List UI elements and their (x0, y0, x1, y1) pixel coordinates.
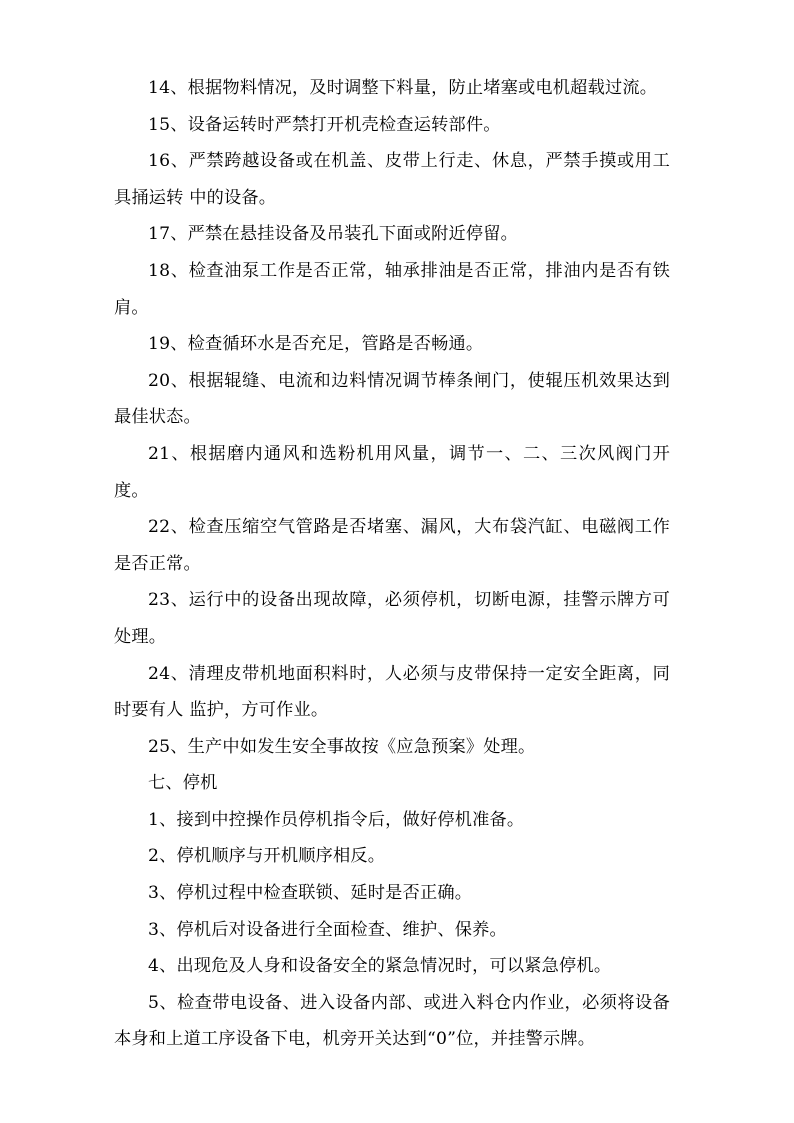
shutdown-item-2: 2、停机顺序与开机顺序相反。 (148, 846, 386, 867)
shutdown-item-4: 4、出现危及人身和设备安全的紧急情况时，可以紧急停机。 (148, 956, 612, 977)
paragraph-23: 23、运行中的设备出现故障，必须停机，切断电源，挂警示牌方可处理。 (114, 590, 670, 647)
shutdown-item-5: 5、检查带电设备、进入设备内部、或进入料仓内作业，必须将设备本身和上道工序设备下电，机旁开关达到“0”位，并挂警示牌。 (114, 992, 670, 1050)
shutdown-item-1: 1、接到中控操作员停机指令后，做好停机准备。 (148, 809, 525, 830)
paragraph-25: 25、生产中如发生安全事故按《应急预案》处理。 (148, 736, 536, 757)
shutdown-item-3a: 3、停机过程中检查联锁、延时是否正确。 (148, 883, 473, 904)
paragraph-20: 20、根据辊缝、电流和边料情况调节棒条闸门，使辊压机效果达到最佳状态。 (114, 370, 670, 428)
paragraph-18: 18、检查油泵工作是否正常，轴承排油是否正常，排油内是否有铁肩。 (114, 260, 670, 318)
paragraph-24: 24、清理皮带机地面积料时，人必须与皮带保持一定安全距离，同时要有人 监护，方可作业。 (114, 663, 670, 721)
paragraph-19: 19、检查循环水是否充足，管路是否畅通。 (148, 334, 484, 355)
paragraph-15: 15、设备运转时严禁打开机壳检查运转部件。 (148, 114, 501, 135)
paragraph-21: 21、根据磨内通风和选粉机用风量，调节一、二、三次风阀门开度。 (114, 443, 670, 501)
document-body (114, 70, 670, 1058)
paragraph-16: 16、严禁跨越设备或在机盖、皮带上行走、休息，严禁手摸或用工具捅运转 中的设备。 (114, 151, 670, 208)
paragraph-22: 22、检查压缩空气管路是否堵塞、漏风，大布袋汽缸、电磁阀工作是否正常。 (114, 517, 670, 574)
paragraph-17: 17、严禁在悬挂设备及吊装孔下面或附近停留。 (148, 224, 519, 245)
shutdown-item-3b: 3、停机后对设备进行全面检查、维护、保养。 (148, 919, 507, 940)
section-heading-shutdown: 七、停机 (148, 773, 218, 794)
paragraph-14: 14、根据物料情况，及时调整下料量，防止堵塞或电机超载过流。 (148, 78, 658, 98)
